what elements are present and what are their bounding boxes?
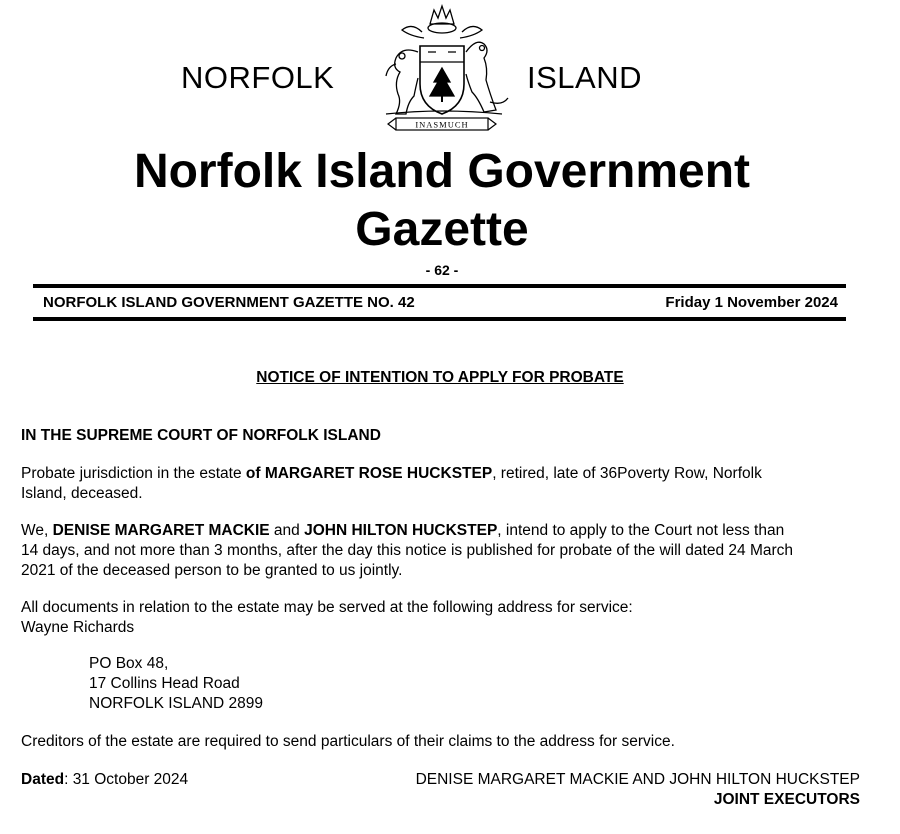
- applicants-and: and: [269, 522, 305, 539]
- top-rule: [33, 284, 846, 288]
- applicant-2-name: JOHN HILTON HUCKSTEP: [304, 522, 498, 539]
- service-line1: All documents in relation to the estate may be served at the following address for service:: [21, 599, 633, 616]
- gazette-number: NORFOLK ISLAND GOVERNMENT GAZETTE NO. 42: [43, 294, 415, 311]
- notice-title: NOTICE OF INTENTION TO APPLY FOR PROBATE: [256, 369, 624, 386]
- masthead-left-word: NORFOLK: [181, 60, 335, 95]
- paragraph-service: [21, 598, 881, 638]
- signatories: DENISE MARGARET MACKIE AND JOHN HILTON HUCKSTEP: [415, 771, 860, 788]
- estate-address-text: , retired, late of 36Poverty Row, Norfolk: [492, 465, 762, 482]
- executors-role: JOINT EXECUTORS: [713, 791, 860, 808]
- masthead-right-word: ISLAND: [527, 60, 642, 95]
- service-contact-name: Wayne Richards: [21, 619, 135, 636]
- gazette-title-line2: Gazette: [355, 203, 529, 256]
- service-address: [89, 654, 263, 714]
- crest-motto: INASMUCH: [415, 119, 469, 130]
- dated-label: Dated: [21, 771, 65, 788]
- estate-line2: Island, deceased.: [21, 485, 143, 502]
- court-heading: IN THE SUPREME COURT OF NORFOLK ISLAND: [21, 427, 381, 444]
- address-line1: PO Box 48,: [89, 655, 169, 672]
- creditors-paragraph: Creditors of the estate are required to send particulars of their claims to the address for service.: [21, 733, 675, 750]
- applicants-intent: , intend to apply to the Court not less than: [497, 522, 785, 539]
- deceased-name: of MARGARET ROSE HUCKSTEP: [245, 465, 493, 482]
- applicants-line3: 2021 of the deceased person to be granted to us jointly.: [21, 562, 403, 579]
- estate-text: Probate jurisdiction in the estate: [21, 465, 246, 482]
- applicants-line2: 14 days, and not more than 3 months, after the day this notice is published for probate of the will dated 24 March: [21, 542, 794, 559]
- address-line2: 17 Collins Head Road: [89, 675, 240, 692]
- paragraph-estate: [21, 464, 881, 504]
- applicant-1-name: DENISE MARGARET MACKIE: [52, 522, 270, 539]
- issue-date: Friday 1 November 2024: [665, 294, 838, 311]
- dated-line: [21, 770, 321, 790]
- coat-of-arms-crest: [372, 2, 512, 136]
- page-number: - 62 -: [425, 262, 459, 278]
- bottom-rule: [33, 317, 846, 321]
- dated-value: : 31 October 2024: [64, 771, 189, 788]
- address-line3: NORFOLK ISLAND 2899: [89, 695, 264, 712]
- paragraph-applicants: [21, 521, 881, 581]
- gazette-title-line1: Norfolk Island Government: [133, 145, 751, 198]
- applicants-prefix: We,: [21, 522, 53, 539]
